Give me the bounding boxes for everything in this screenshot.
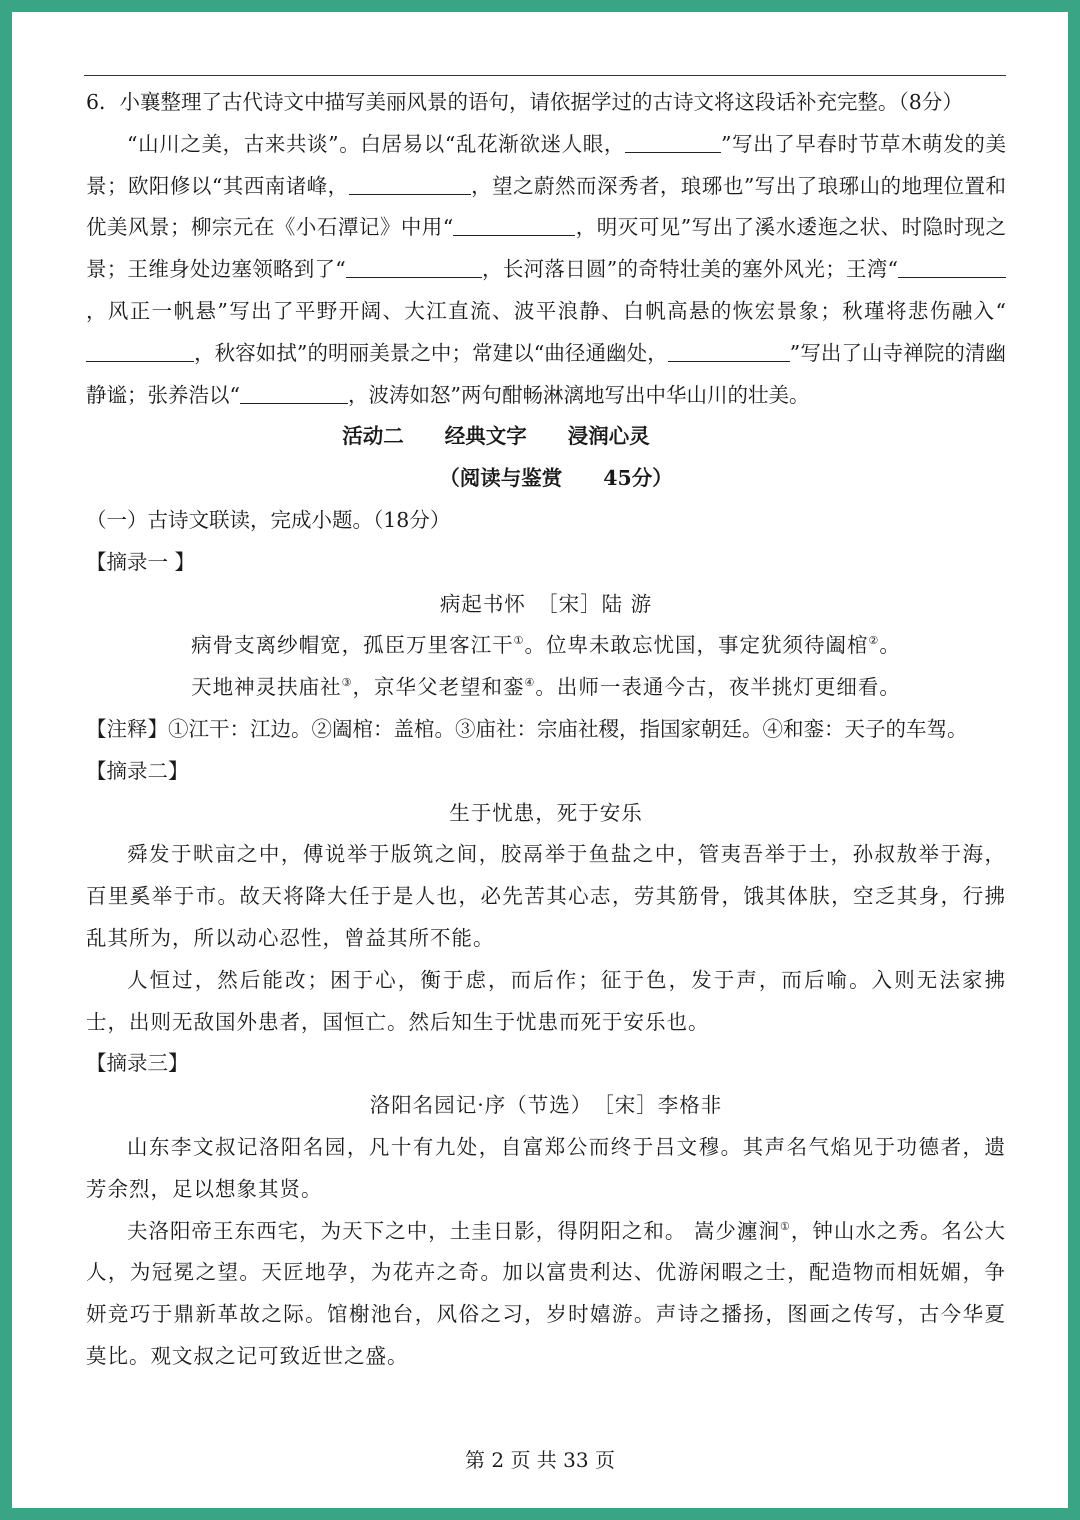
section-1-heading: （一）古诗文联读，完成小题。（18分） — [86, 507, 451, 532]
excerpt-1-title: 病起书怀 ［宋］陆 游 — [439, 591, 653, 616]
question-6-stem: 6．小襄整理了古代诗文中描写美丽风景的语句，请依据学过的古诗文将这段话补充完整。（8分） — [86, 90, 963, 114]
excerpt-2-title: 生于忧患，死于安乐 — [449, 800, 643, 825]
excerpt-2-paragraph-1: 舜发于畎亩之中，傅说举于版筑之间，胶鬲举于鱼盐之中，管夷吾举于士，孙叔敖举于海，百里奚举于市。故天将降大任于是人也，必先苦其心志，劳其筋骨，饿其体肤，空乏其身，行拂乱其所为，所以动心忍性，曾益其所不能。 — [86, 842, 1006, 950]
excerpt-3-paragraph-2: 夫洛阳帝王东西宅，为天下之中，土圭日影，得阴阳之和。 嵩少瀍涧①，钟山水之秀。名公大人，为冠冕之望。天匠地孕，为花卉之奇。加以富贵利达、优游闲暇之士，配造物而相妩媚，争妍竞巧于鼎新革故之际。馆榭池台，风俗之习，岁时嬉游。声诗之播扬，图画之传写，古今华夏莫比。观文叔之记可致近世之盛。 — [86, 1218, 1007, 1368]
page-number: 第 2 页 共 33 页 — [465, 1448, 615, 1472]
excerpt-3-label: 【摘录三】 — [86, 1051, 189, 1076]
q6-text-3: ，望之蔚然而深秀者，琅琊也”写出了琅琊山的地理位置和优美风景；柳宗元在《小石潭记》中用“ — [86, 173, 1007, 240]
excerpt-1-line-2: 天地神灵扶庙社③，京华父老望和銮④。出师一表通今古，夜半挑灯更细看。 — [191, 675, 901, 700]
fill-blank-1[interactable] — [625, 130, 721, 153]
q6-text-8: ”写出了山寺禅院的清幽静谧；张养浩以“ — [86, 340, 1006, 407]
q6-text-9: ，波涛如怒”两句酣畅淋漓地写出中华山川的壮美。 — [347, 382, 810, 407]
q6-text-5: ，长河落日圆”的奇特壮美的塞外风光；王湾“ — [481, 257, 898, 282]
excerpt-1-label: 【摘录一 】 — [86, 549, 196, 574]
footnote-mark: ② — [868, 634, 880, 648]
fill-blank-8[interactable] — [240, 381, 348, 404]
excerpt-2-paragraph-2: 人恒过，然后能改；困于心，衡于虑，而后作；征于色，发于声，而后喻。入则无法家拂士，出则无敌国外患者，国恒亡。然后知生于忧患而死于安乐也。 — [86, 967, 1006, 1034]
q6-text-2: ”写出了早春时节草木萌发的美景；欧阳修以“其西南诸峰， — [86, 131, 1006, 198]
excerpt-3-paragraph-1: 山东李文叔记洛阳名园，凡十有九处，自富郑公而终于吕文穆。其声名气焰见于功德者，遗芳余烈，足以想象其贤。 — [86, 1134, 1006, 1201]
activity-subtitle: （阅读与鉴赏 45分） — [439, 466, 673, 491]
fill-blank-5[interactable] — [898, 256, 1006, 279]
excerpt-3-title: 洛阳名园记·序（节选） ［宋］李格非 — [369, 1093, 723, 1118]
excerpt-1-line-1: 病骨支离纱帽宽，孤臣万里客江干①。位卑未敢忘忧国，事定犹须待阖棺②。 — [191, 633, 901, 658]
fill-blank-4[interactable] — [346, 256, 482, 279]
excerpt-1-note: 【注释】①江干：江边。②阖棺：盖棺。③庙社：宗庙社稷，指国家朝廷。④和銮：天子的车驾。 — [86, 716, 968, 741]
q6-text-7: ，秋容如拭”的明丽美景之中；常建以“曲径通幽处， — [194, 340, 668, 365]
footnote-mark: ① — [513, 634, 525, 648]
footnote-mark: ① — [779, 1219, 791, 1233]
fill-blank-3[interactable] — [453, 214, 575, 237]
question-6-passage — [86, 124, 1006, 417]
excerpt-2-label: 【摘录二】 — [86, 758, 189, 783]
q6-text-6: ，风正一帆悬”写出了平野开阔、大江直流、波平浪静、白帆高悬的恢宏景象；秋瑾将悲伤融入“ — [86, 298, 1006, 323]
q6-text-4: ，明灭可见”写出了溪水逶迤之状、时隐时现之景；王维身处边塞领略到了“ — [86, 215, 1007, 282]
activity-title: 活动二 经典文字 浸润心灵 — [342, 424, 650, 449]
footnote-mark: ④ — [524, 676, 536, 690]
fill-blank-2[interactable] — [349, 172, 471, 195]
q6-text-1: “山川之美，古来共谈”。白居易以“乱花渐欲迷人眼， — [127, 131, 625, 156]
page-content — [86, 82, 1006, 1378]
footnote-mark: ③ — [341, 676, 353, 690]
exam-page — [12, 12, 1068, 1508]
header-rule — [84, 75, 1006, 76]
fill-blank-7[interactable] — [668, 339, 790, 362]
fill-blank-6[interactable] — [86, 339, 194, 362]
